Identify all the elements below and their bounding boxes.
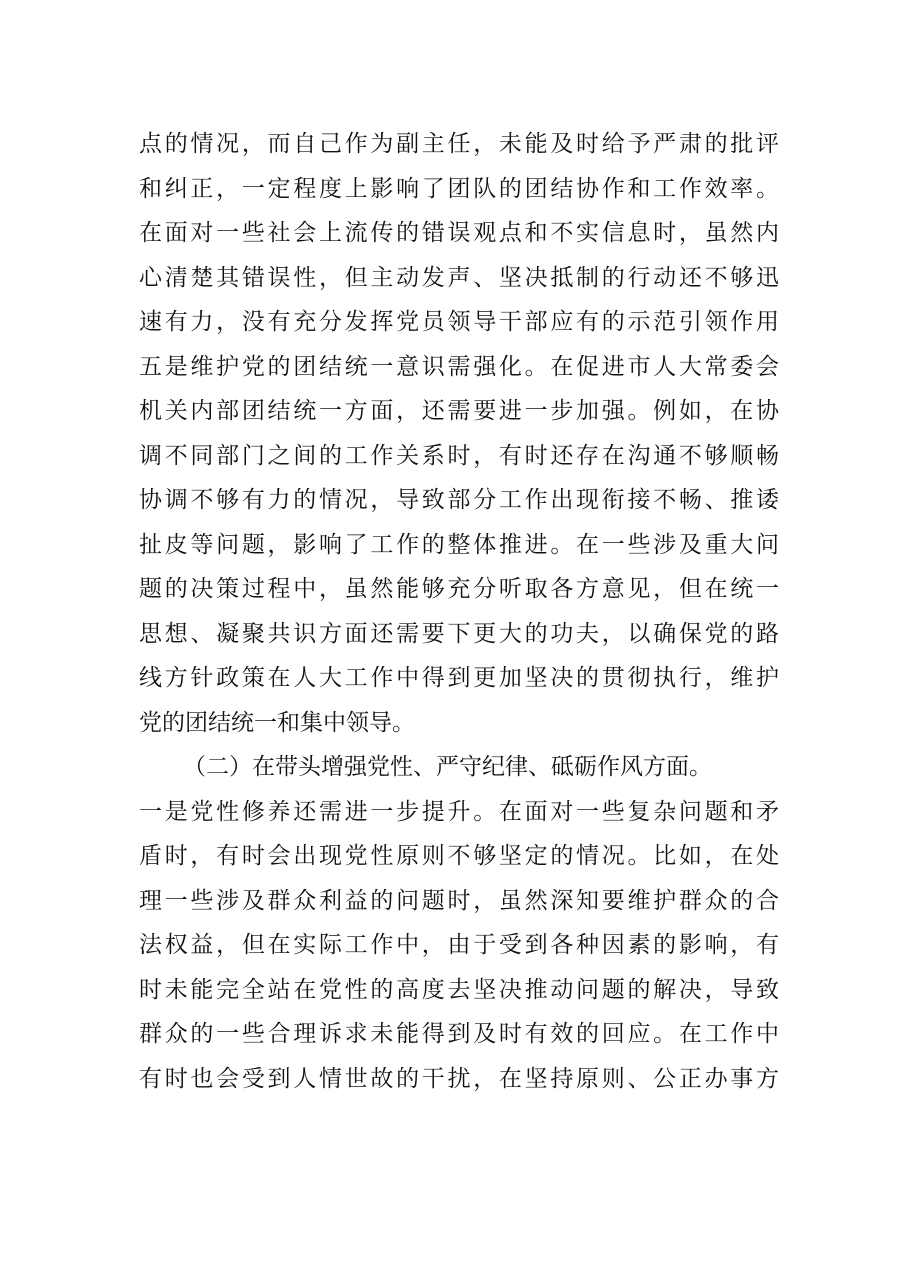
text-line: 题的决策过程中，虽然能够充分听取各方意见，但在统一 bbox=[139, 576, 779, 602]
text-line: 线方针政策在人大工作中得到更加坚决的贯彻执行，维护 bbox=[139, 665, 779, 691]
text-line: 法权益，但在实际工作中，由于受到各种因素的影响，有 bbox=[139, 932, 779, 958]
text-line: 群众的一些合理诉求未能得到及时有效的回应。在工作中 bbox=[139, 1021, 779, 1047]
text-line: 和纠正，一定程度上影响了团队的团结协作和工作效率。 bbox=[139, 175, 779, 202]
paragraph-end-line: 党的团结统一和集中领导。 bbox=[139, 709, 415, 736]
text-line: 一是党性修养还需进一步提升。在面对一些复杂问题和矛 bbox=[139, 798, 779, 825]
text-line: 点的情况，而自己作为副主任，未能及时给予严肃的批评 bbox=[139, 131, 779, 157]
text-line: 理一些涉及群众利益的问题时，虽然深知要维护群众的合 bbox=[139, 887, 779, 914]
text-line: 机关内部团结统一方面，还需要进一步加强。例如，在协 bbox=[139, 398, 779, 424]
document-body bbox=[139, 122, 779, 1101]
text-line: 协调不够有力的情况，导致部分工作出现衔接不畅、推诿 bbox=[139, 487, 779, 513]
text-line: 在面对一些社会上流传的错误观点和不实信息时，虽然内 bbox=[139, 220, 779, 246]
text-line: 调不同部门之间的工作关系时，有时还存在沟通不够顺畅 bbox=[139, 442, 779, 469]
text-line: 思想、凝聚共识方面还需要下更大的功夫，以确保党的路 bbox=[139, 620, 779, 647]
text-line: 扯皮等问题，影响了工作的整体推进。在一些涉及重大问 bbox=[139, 531, 779, 558]
text-line: 心清楚其错误性，但主动发声、坚决抵制的行动还不够迅 bbox=[139, 264, 779, 291]
text-line: 速有力，没有充分发挥党员领导干部应有的示范引领作用 bbox=[139, 309, 779, 335]
text-line: 时未能完全站在党性的高度去坚决推动问题的解决，导致 bbox=[139, 976, 779, 1003]
section-heading: （二）在带头增强党性、严守纪律、砥砺作风方面。 bbox=[183, 754, 712, 780]
text-line: 有时也会受到人情世故的干扰，在坚持原则、公正办事方 bbox=[139, 1065, 779, 1092]
text-line: 盾时，有时会出现党性原则不够坚定的情况。比如，在处 bbox=[139, 843, 779, 869]
text-line: 五是维护党的团结统一意识需强化。在促进市人大常委会 bbox=[139, 353, 779, 380]
